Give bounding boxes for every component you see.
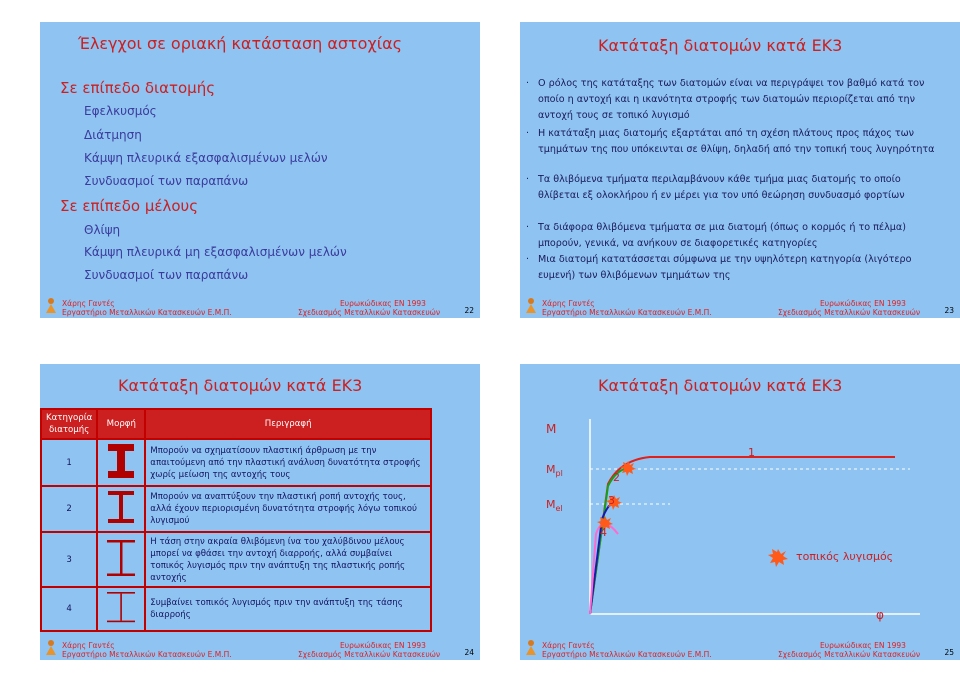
slide-23[interactable] [520,22,960,318]
footer-course: Σχεδιασμός Μεταλλικών Κατασκευών [298,308,441,317]
bullet-item [526,220,946,252]
cell-category: 2 [41,486,97,532]
header-description: Περιγραφή [145,409,431,439]
bullet-marker: · [526,254,530,265]
cell-description: Μπορούν να σχηματίσουν πλαστική άρθρωση με την απαιτούμενη από την πλαστική ανάλυση δυνατότητα στροφής χωρίς μείωση της αντοχής τους [145,439,431,486]
y-axis-label: M [546,422,557,436]
footer-lab: Εργαστήριο Μεταλλικών Κατασκευών Ε.Μ.Π. [62,650,232,659]
curve-label-1: 1 [748,446,755,459]
class1-section-icon [104,441,138,481]
bullet-marker: · [526,78,530,89]
curve-label-3: 3 [608,494,615,507]
bullet-text: Τα διάφορα θλιβόμενα τμήματα σε μια διατομή (όπως ο κορμός ή το πέλμα) μπορούν, γενικά, να ανήκουν σε διαφορετικές κατηγορίες [538,222,906,249]
class4-section-icon [104,588,138,626]
header-shape: Μορφή [97,409,145,439]
moment-rotation-diagram [520,364,960,634]
list-item: Διάτμηση [84,128,142,142]
slide-title: Κατάταξη διατομών κατά ΕΚ3 [598,376,843,395]
footer-author: Χάρης Γαντές [62,641,115,650]
footer-code: Ευρωκώδικας EN 1993 [820,641,906,650]
mel-symbol: M [546,498,556,511]
header-category: Κατηγορία διατομής [41,409,97,439]
bullet-text: Ο ρόλος της κατάταξης των διατομών είναι να περιγράψει τον βαθμό κατά τον οποίο η αντοχή και η ικανότητα στροφής των διατομών περιορίζεται από την αντοχή τους σε τοπικό λυγισμό [538,78,925,121]
bullet-marker: · [526,128,530,139]
mpl-label [546,463,563,478]
footer-course: Σχεδιασμός Μεταλλικών Κατασκευών [778,650,921,659]
slide-footer [520,294,960,318]
bullet-marker: · [526,222,530,233]
slide-22[interactable] [40,22,480,318]
ntua-logo-icon [44,297,58,313]
footer-author: Χάρης Γαντές [62,299,115,308]
bullet-item [526,126,946,174]
slide-footer [40,294,480,318]
slide-title: Κατάταξη διατομών κατά ΕΚ3 [598,36,843,55]
cell-category: 3 [41,532,97,587]
cell-description: Συμβαίνει τοπικός λυγισμός πριν την ανάπτυξη της τάσης διαρροής [145,587,431,631]
list-item: Κάμψη πλευρικά μη εξασφαλισμένων μελών [84,245,347,259]
footer-lab: Εργαστήριο Μεταλλικών Κατασκευών Ε.Μ.Π. [62,308,232,317]
footer-course: Σχεδιασμός Μεταλλικών Κατασκευών [778,308,921,317]
list-item: Εφελκυσμός [84,104,157,118]
footer-code: Ευρωκώδικας EN 1993 [340,641,426,650]
footer-code: Ευρωκώδικας EN 1993 [820,299,906,308]
page-number: 25 [944,648,954,657]
slide-footer [40,636,480,660]
slide-title: Έλεγχοι σε οριακή κατάσταση αστοχίας [78,34,403,53]
class2-section-icon [104,487,138,527]
list-item: Συνδυασμοί των παραπάνω [84,174,249,188]
x-axis-label: φ [876,608,884,622]
bullet-item [526,76,946,124]
mel-subscript: el [555,504,563,514]
ntua-logo-icon [524,297,538,313]
ntua-logo-icon [524,639,538,655]
slide-24[interactable] [40,364,480,660]
cell-category: 4 [41,587,97,631]
section-heading: Σε επίπεδο διατομής [60,79,216,97]
table-row [41,532,431,587]
footer-lab: Εργαστήριο Μεταλλικών Κατασκευών Ε.Μ.Π. [542,308,712,317]
page-number: 22 [464,306,474,315]
mpl-symbol: M [546,463,556,476]
section-heading: Σε επίπεδο μέλους [60,197,199,215]
bullet-text: Η κατάταξη μιας διατομής εξαρτάται από τη σχέση πλάτους προς πάχος των τμημάτων της που υπόκεινται σε θλίψη, δηλαδή από την τοπική τους λυγηρότητα [538,128,935,155]
list-item: Συνδυασμοί των παραπάνω [84,268,249,282]
local-buckling-markers [597,461,788,567]
mel-label [546,498,563,513]
footer-code: Ευρωκώδικας EN 1993 [340,299,426,308]
cell-description: Η τάση στην ακραία θλιβόμενη ίνα του χαλύβδινου μέλους μπορεί να φθάσει την αντοχή διαρροής, αλλά συμβαίνει τοπικός λυγισμός πριν την ανάπτυξη της πλαστικής ροπής αντοχής [145,532,431,587]
bullet-marker: · [526,174,530,185]
legend-label: τοπικός λυγισμός [796,550,894,563]
table-row [41,439,431,486]
list-item: Θλίψη [84,223,121,237]
footer-author: Χάρης Γαντές [542,641,595,650]
table-header-row [41,409,431,439]
ntua-logo-icon [44,639,58,655]
footer-course: Σχεδιασμός Μεταλλικών Κατασκευών [298,650,441,659]
curve-label-2: 2 [613,471,620,484]
bullet-text: Μια διατομή κατατάσσεται σύμφωνα με την υψηλότερη κατηγορία (λιγότερο ευμενή) των θλιβόμενων τμημάτων της [538,254,912,281]
table-row [41,486,431,532]
bullet-text: Τα θλιβόμενα τμήματα περιλαμβάνουν κάθε τμήμα μιας διατομής το οποίο θλίβεται εξ ολοκλήρου ή εν μέρει για τον υπό θεώρηση συνδυασμό φορτίων [538,174,905,201]
class3-section-icon [104,536,138,580]
curve-label-4: 4 [600,526,607,539]
slide-25[interactable] [520,364,960,660]
page-number: 23 [944,306,954,315]
cell-description: Μπορούν να αναπτύξουν την πλαστική ροπή αντοχής τους, αλλά έχουν περιορισμένη δυνατότητα στροφής λόγω τοπικού λυγισμού [145,486,431,532]
list-item: Κάμψη πλευρικά εξασφαλισμένων μελών [84,151,328,165]
bullet-item [526,172,946,220]
table-row [41,587,431,631]
cell-category: 1 [41,439,97,486]
slide-title: Κατάταξη διατομών κατά ΕΚ3 [118,376,363,395]
legend-burst-icon [768,549,788,567]
page-number: 24 [464,648,474,657]
bullet-item [526,252,946,284]
mpl-subscript: pl [555,469,563,479]
slide-footer [520,636,960,660]
footer-lab: Εργαστήριο Μεταλλικών Κατασκευών Ε.Μ.Π. [542,650,712,659]
classification-table [40,408,432,632]
footer-author: Χάρης Γαντές [542,299,595,308]
curve-class-1 [590,457,895,614]
